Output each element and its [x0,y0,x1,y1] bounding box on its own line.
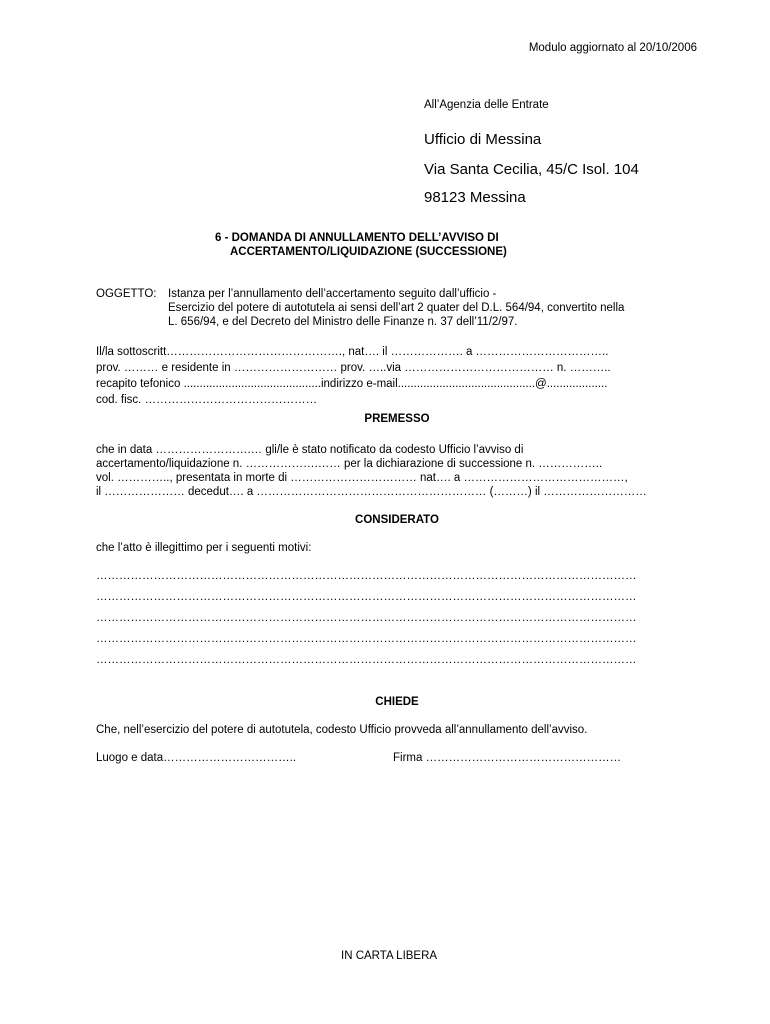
addressee-agency: All’Agenzia delle Entrate [424,99,549,111]
footer-note: IN CARTA LIBERA [341,950,438,962]
addressee-street: Via Santa Cecilia, 45/C Isol. 104 [424,161,639,178]
motive-line: …………………………………………………………………………………………………………………………… [96,612,637,624]
considerato-intro: che l’atto è illegittimo per i seguenti motivi: [96,542,312,554]
document-title-line2: ACCERTAMENTO/LIQUIDAZIONE (SUCCESSIONE) [230,246,507,258]
chiede-text: Che, nell’esercizio del potere di autotutela, codesto Ufficio provveda all’annullamento dell’avviso. [96,724,588,736]
premesso-line3: vol. ………….., presentata in morte di …………………………… nat…. a ……………………………………, [96,472,628,484]
oggetto-label: OGGETTO: [96,288,157,300]
addressee-city: 98123 Messina [424,189,526,206]
premesso-line1: che in data …………………….… gli/le è stato notificato da codesto Ufficio l’avviso di [96,444,524,456]
motive-line: …………………………………………………………………………………………………………………………… [96,633,637,645]
oggetto-line2: Esercizio del potere di autotutela ai sensi dell’art 2 quater del D.L. 564/94, convertito nella [168,302,625,314]
applicant-line-contacts: recapito tefonico ...........................................indirizzo e-mail...........................................@................... [96,378,608,390]
premesso-line4: il ………………… decedut…. a …………………………………………………… (………) il ……………………… [96,486,647,498]
applicant-line-fiscal-code: cod. fisc. ……………………………………… [96,394,318,406]
premesso-heading: PREMESSO [364,413,430,425]
motive-line: …………………………………………………………………………………………………………………………… [96,570,637,582]
signature-field: Firma …………………………………………… [393,752,622,764]
motive-line: …………………………………………………………………………………………………………………………… [96,654,637,666]
motive-line: …………………………………………………………………………………………………………………………… [96,591,637,603]
addressee-office: Ufficio di Messina [424,131,542,148]
oggetto-line3: L. 656/94, e del Decreto del Ministro delle Finanze n. 37 dell’11/2/97. [168,316,518,328]
applicant-line-name: Il/la sottoscritt………………………………………., nat…. il ………………. a …………………………….. [96,346,609,358]
applicant-line-residence: prov. ……… e residente in ……………………… prov. …..via ………………………………… n. ……….. [96,362,611,374]
premesso-line2: accertamento/liquidazione n. ……………….…… per la dichiarazione di successione n. …………….. [96,458,603,470]
oggetto-line1: Istanza per l’annullamento dell’accertamento seguito dall’ufficio - [168,288,497,300]
document-title-line1: 6 - DOMANDA DI ANNULLAMENTO DELL’AVVISO DI [215,232,499,244]
considerato-heading: CONSIDERATO [355,514,439,526]
chiede-heading: CHIEDE [375,696,419,708]
module-date: Modulo aggiornato al 20/10/2006 [528,42,697,54]
place-date-field: Luogo e data…………………………….. [96,752,297,764]
